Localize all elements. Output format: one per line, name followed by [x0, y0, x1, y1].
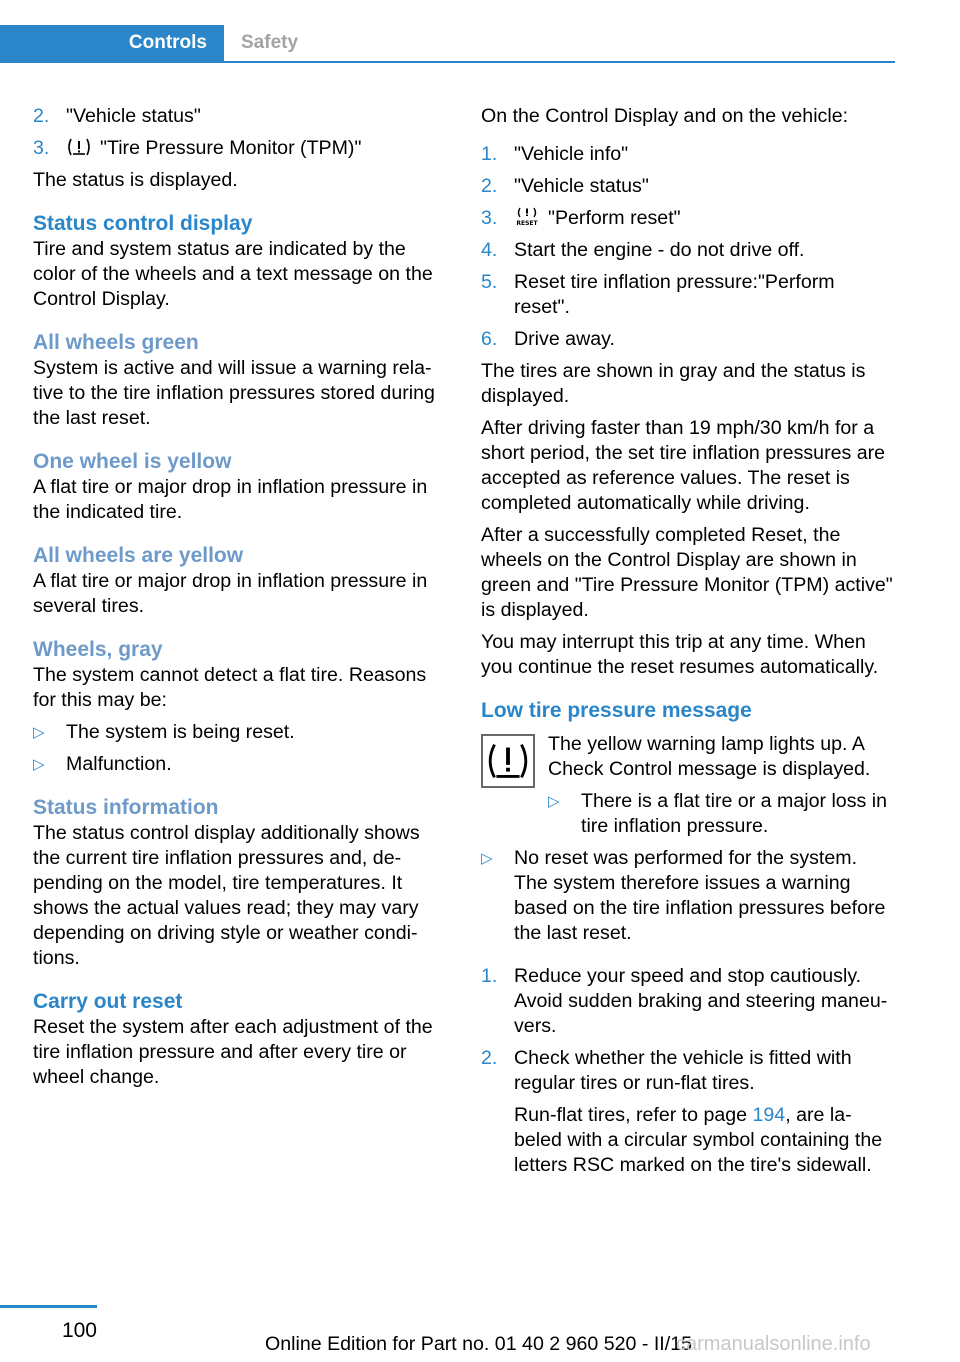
list-item	[481, 206, 895, 231]
list-text: "Vehicle status"	[514, 175, 649, 197]
list-number: 6.	[481, 328, 498, 350]
bullet-text: No reset was performed for the system. The system therefore issues a warning based on the tire inflation pressures before the last reset.	[514, 847, 886, 944]
tire-warning-lamp-icon	[481, 734, 535, 788]
list-number: 3.	[481, 207, 498, 229]
paragraph: The tires are shown in gray and the status is displayed.	[481, 360, 866, 407]
paragraph: The yellow warning lamp lights up. A Check Control message is displayed.	[548, 733, 871, 780]
paragraph: The system cannot detect a flat tire. Reasons for this may be:	[33, 664, 427, 711]
perform-reset-label: "Perform reset"	[548, 207, 681, 229]
heading-low-tire-pressure: Low tire pressure message	[481, 699, 752, 722]
list-item	[33, 104, 447, 129]
bullet-item	[548, 789, 895, 839]
heading-status-information: Status information	[33, 796, 219, 819]
heading-all-green: All wheels green	[33, 331, 199, 354]
paragraph: System is active and will issue a warning rela-tive to the tire inflation pressures stored during the last reset.	[33, 357, 435, 429]
list-text	[66, 136, 447, 161]
paragraph: Tire and system status are indicated by the color of the wheels and a text message on the Control Display.	[33, 238, 433, 310]
svg-text:RESET: RESET	[516, 220, 538, 227]
bullet-item	[33, 752, 447, 777]
list-text: Reduce your speed and stop cautiously. Avoid sudden braking and steering maneu-vers.	[514, 965, 888, 1037]
bullet-item	[481, 846, 895, 946]
tire-pressure-icon	[66, 137, 92, 157]
paragraph: After driving faster than 19 mph/30 km/h for a short period, the set tire inflation pressures are accepted as reference values. The reset is completed automatically while driving.	[481, 417, 886, 514]
runflat-text-pre: Run-flat tires, refer to page	[514, 1104, 753, 1126]
bullet-item	[33, 720, 447, 745]
list-item	[481, 142, 895, 167]
list-number: 4.	[481, 239, 498, 261]
edition-note: Online Edition for Part no. 01 40 2 960 520 - II/15	[265, 1333, 692, 1355]
header-tabs	[0, 25, 895, 62]
runflat-text-post: , are la-beled with a circular symbol containing the letters RSC marked on the tire's sidewall.	[514, 1104, 883, 1176]
right-column	[481, 104, 895, 1185]
list-text: Start the engine - do not drive off.	[514, 239, 805, 261]
paragraph: A flat tire or major drop in inflation pressure in the indicated tire.	[33, 476, 428, 523]
tpm-menu-label: "Tire Pressure Monitor (TPM)"	[100, 137, 362, 159]
tab-safety[interactable]: Safety	[241, 32, 299, 53]
list-number: 3.	[33, 137, 50, 159]
warning-block	[481, 732, 895, 846]
bullet-text: There is a flat tire or a major loss in tire inflation pressure.	[581, 790, 887, 837]
list-text	[514, 206, 895, 231]
heading-all-yellow: All wheels are yellow	[33, 544, 244, 567]
heading-carry-out-reset: Carry out reset	[33, 990, 183, 1013]
paragraph: The status is displayed.	[33, 169, 238, 191]
list-text: "Vehicle status"	[66, 105, 201, 127]
list-text: Reset tire inflation pressure:"Perform reset".	[514, 271, 835, 318]
list-number: 5.	[481, 271, 498, 293]
page-number: 100	[61, 1319, 97, 1342]
bullet-triangle-icon: ▷	[481, 850, 493, 867]
heading-status-control: Status control display	[33, 212, 253, 235]
list-number: 2.	[481, 175, 498, 197]
list-number: 1.	[481, 143, 498, 165]
list-number: 2.	[481, 1047, 498, 1069]
list-text: Drive away.	[514, 328, 615, 350]
paragraph: On the Control Display and on the vehicle:	[481, 105, 849, 127]
footer-rule	[0, 1305, 97, 1308]
list-number: 1.	[481, 965, 498, 987]
list-item	[33, 136, 447, 161]
paragraph: A flat tire or major drop in inflation pressure in several tires.	[33, 570, 428, 617]
paragraph: The status control display additionally shows the current tire inflation pressures and, de-pending on the model, tire temperatures. It shows the actual values read; they may vary depending on driving style or weather condi-tions.	[33, 822, 420, 969]
list-number: 2.	[33, 105, 50, 127]
bullet-triangle-icon: ▷	[548, 793, 560, 810]
list-item	[481, 270, 895, 320]
list-text: "Vehicle info"	[514, 143, 629, 165]
tpm-reset-icon	[514, 207, 540, 227]
tab-controls[interactable]: Controls	[0, 25, 224, 61]
paragraph: Reset the system after each adjustment of the tire inflation pressure and after every tire or wheel change.	[33, 1016, 433, 1088]
bullet-triangle-icon: ▷	[33, 724, 45, 741]
heading-one-yellow: One wheel is yellow	[33, 450, 232, 473]
heading-wheels-gray: Wheels, gray	[33, 638, 163, 661]
warning-text-block	[548, 732, 895, 846]
list-item	[481, 327, 895, 352]
list-item	[481, 174, 895, 199]
paragraph: After a successfully completed Reset, the wheels on the Control Display are shown in green and "Tire Pressure Monitor (TPM) active" is displayed.	[481, 524, 893, 621]
bullet-text: Malfunction.	[66, 753, 172, 775]
paragraph: You may interrupt this trip at any time. When you continue the reset resumes automatically.	[481, 631, 879, 678]
bullet-text: The system is being reset.	[66, 721, 295, 743]
watermark: carmanualsonline.info	[676, 1333, 871, 1355]
left-column	[33, 104, 447, 1097]
bullet-triangle-icon: ▷	[33, 756, 45, 773]
list-item	[481, 964, 895, 1039]
list-item	[481, 1046, 895, 1096]
page-link[interactable]: 194	[752, 1104, 786, 1126]
list-text: Check whether the vehicle is fitted with regular tires or run-flat tires.	[514, 1047, 852, 1094]
list-item	[481, 238, 895, 263]
header-rule	[0, 61, 895, 63]
runflat-paragraph	[514, 1103, 895, 1178]
